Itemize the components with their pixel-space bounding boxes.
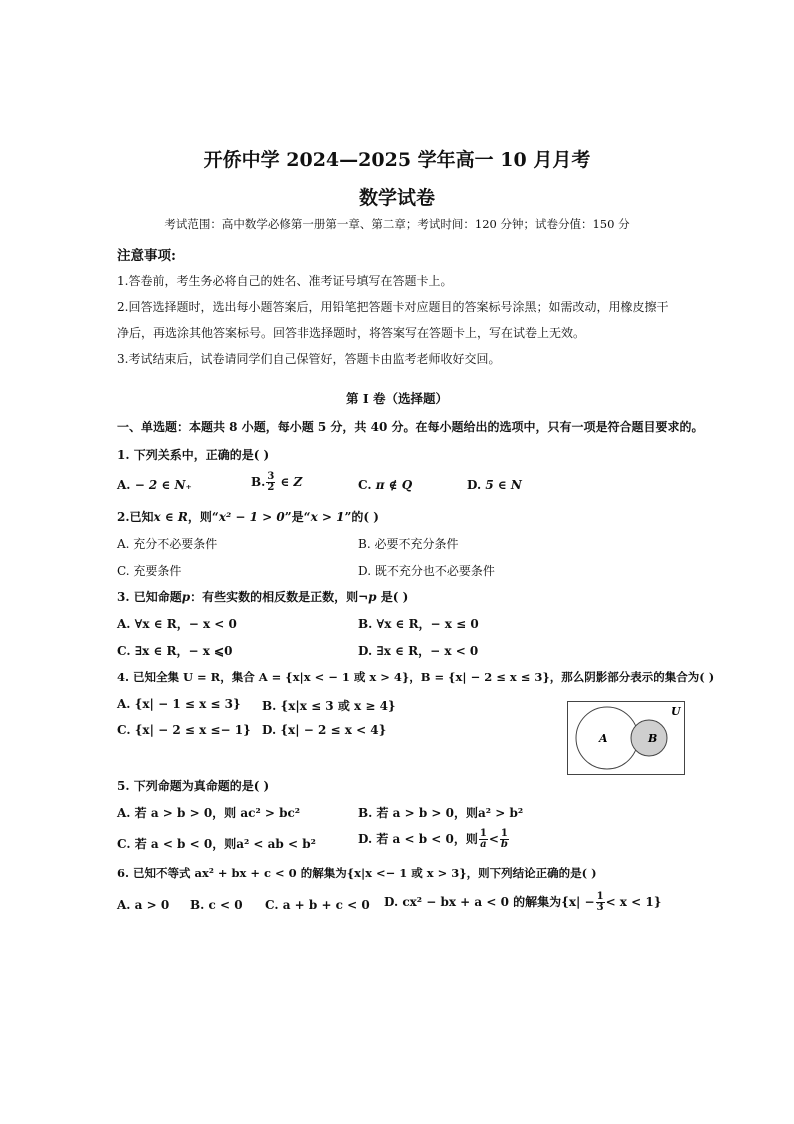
q1-option-b <box>251 472 302 493</box>
q5-option-d-less-than: < <box>488 832 499 846</box>
q5-option-b: B. 若 a > b > 0，则a² > b² <box>358 806 524 820</box>
q6-option-d <box>384 892 661 913</box>
q1-option-b-text: ∈ Z <box>280 475 303 489</box>
q2-option-a: A. 充分不必要条件 <box>117 537 218 551</box>
q1-option-c-label: C. <box>358 478 372 492</box>
notes-heading: 注意事项: <box>117 248 176 264</box>
notes-item-2-line-1: 2.回答选择题时，选出每小题答案后，用铅笔把答题卡对应题目的答案标号涂黑；如需改动，用橡皮擦干 <box>117 300 669 314</box>
venn-label-u: U <box>671 705 681 718</box>
q6-option-a: A. a > 0 <box>117 898 170 912</box>
q3-stem-part-3: 是( ) <box>376 590 409 604</box>
venn-label-a: A <box>599 732 608 745</box>
q5-option-d-fraction-2-num: 1 <box>500 828 508 839</box>
exam-subtitle: 数学试卷 <box>358 187 435 209</box>
q3-option-a: A. ∀x ∈ R，− x < 0 <box>117 617 237 631</box>
q6-option-d-prefix: D. cx² − bx + a < 0 的解集为{x| − <box>384 895 595 909</box>
q5-option-d-fraction-1 <box>479 829 488 850</box>
q1-option-a-text: − 2 ∈ N₊ <box>134 478 192 492</box>
q6-option-d-fraction-den: 3 <box>596 902 604 913</box>
q5-option-d-fraction-1-num: 1 <box>479 828 487 839</box>
q2-option-b: B. 必要不充分条件 <box>358 537 459 551</box>
q1-option-b-fraction <box>266 472 275 493</box>
q4-option-a: A. {x| − 1 ≤ x ≤ 3} <box>117 697 241 711</box>
exam-title: 开侨中学 2024—2025 学年高一 10 月月考 <box>203 149 591 171</box>
q2-stem-var: x ∈ R <box>153 510 188 524</box>
q1-option-a-label: A. <box>117 478 131 492</box>
q5-stem: 5. 下列命题为真命题的是( ) <box>117 779 270 793</box>
q1-option-c-text: π ∉ Q <box>375 478 413 492</box>
q3-stem-part-1: 3. 已知命题 <box>117 590 182 604</box>
q4-venn-diagram <box>567 701 685 775</box>
notes-item-1: 1.答卷前，考生务必将自己的姓名、准考证号填写在答题卡上。 <box>117 274 453 288</box>
q4-stem: 4. 已知全集 U = R，集合 A = {x|x < − 1 或 x > 4}，B = {x| − 2 ≤ x ≤ 3}，那么阴影部分表示的集合为( ) <box>117 670 715 684</box>
q5-option-d-fraction-2-den: b <box>500 839 508 850</box>
q5-option-c: C. 若 a < b < 0，则a² < ab < b² <box>117 837 316 851</box>
q5-option-d <box>358 829 510 850</box>
q2-stem <box>117 508 379 525</box>
q2-stem-part-1: 2.已知 <box>117 510 154 524</box>
q2-option-c: C. 充要条件 <box>117 564 182 578</box>
q3-option-d: D. ∃x ∈ R，− x < 0 <box>358 644 479 658</box>
q2-stem-part-2: ，则“ <box>187 510 219 524</box>
q2-stem-part-3: ”是“ <box>284 510 311 524</box>
q5-option-d-fraction-2 <box>500 829 509 850</box>
q3-option-b: B. ∀x ∈ R，− x ≤ 0 <box>358 617 479 631</box>
section-title: 第 I 卷（选择题） <box>345 391 449 406</box>
q2-stem-expr-2: x > 1 <box>310 510 345 524</box>
section-instruction: 一、单选题：本题共 8 小题，每小题 5 分，共 40 分。在每小题给出的选项中，只有一项是符合题目要求的。 <box>117 420 704 434</box>
q4-option-d: D. {x| − 2 ≤ x < 4} <box>262 723 387 737</box>
q2-option-d: D. 既不充分也不必要条件 <box>358 564 495 578</box>
q6-option-c: C. a + b + c < 0 <box>265 898 370 912</box>
q1-option-b-label: B. <box>251 475 266 489</box>
q1-option-c <box>358 478 412 492</box>
q3-stem-p-negated: p <box>368 590 377 604</box>
q4-option-b: B. {x|x ≤ 3 或 x ≥ 4} <box>262 699 396 713</box>
q2-stem-part-4: ”的( ) <box>344 510 379 524</box>
q4-option-c: C. {x| − 2 ≤ x ≤− 1} <box>117 723 251 737</box>
q3-stem-p: p <box>181 590 191 604</box>
q5-option-d-prefix: D. 若 a < b < 0，则 <box>358 832 478 846</box>
q3-option-c: C. ∃x ∈ R，− x ⩽0 <box>117 644 233 658</box>
q1-option-b-numerator: 3 <box>267 471 275 482</box>
q6-stem: 6. 已知不等式 ax² + bx + c < 0 的解集为{x|x <− 1 或 x > 3}，则下列结论正确的是( ) <box>117 866 597 880</box>
q5-option-a: A. 若 a > b > 0，则 ac² > bc² <box>117 806 301 820</box>
q5-option-d-fraction-1-den: a <box>480 839 487 850</box>
q6-option-d-suffix: < x < 1} <box>605 895 662 909</box>
q1-option-d-label: D. <box>467 478 482 492</box>
notes-item-3: 3.考试结束后，试卷请同学们自己保管好，答题卡由监考老师收好交回。 <box>117 352 501 366</box>
q6-option-d-fraction-num: 1 <box>596 891 604 902</box>
q3-stem <box>117 588 408 605</box>
venn-label-b: B <box>648 732 658 745</box>
q3-stem-part-2: ：有些实数的相反数是正数，则¬ <box>190 590 369 604</box>
q1-option-a <box>117 478 192 492</box>
q1-option-d <box>467 478 522 492</box>
q1-option-b-denominator: 2 <box>267 482 275 493</box>
q1-option-d-text: 5 ∈ N <box>485 478 522 492</box>
q1-stem: 1. 下列关系中，正确的是( ) <box>117 448 270 462</box>
exam-scope: 考试范围：高中数学必修第一册第一章、第二章；考试时间：120 分钟；试卷分值：150 分 <box>164 217 630 231</box>
q6-option-b: B. c < 0 <box>190 898 243 912</box>
notes-item-2-line-2: 净后，再选涂其他答案标号。回答非选择题时，将答案写在答题卡上，写在试卷上无效。 <box>117 326 586 340</box>
q2-stem-expr-1: x² − 1 > 0 <box>218 510 285 524</box>
q6-option-d-fraction <box>596 892 605 913</box>
